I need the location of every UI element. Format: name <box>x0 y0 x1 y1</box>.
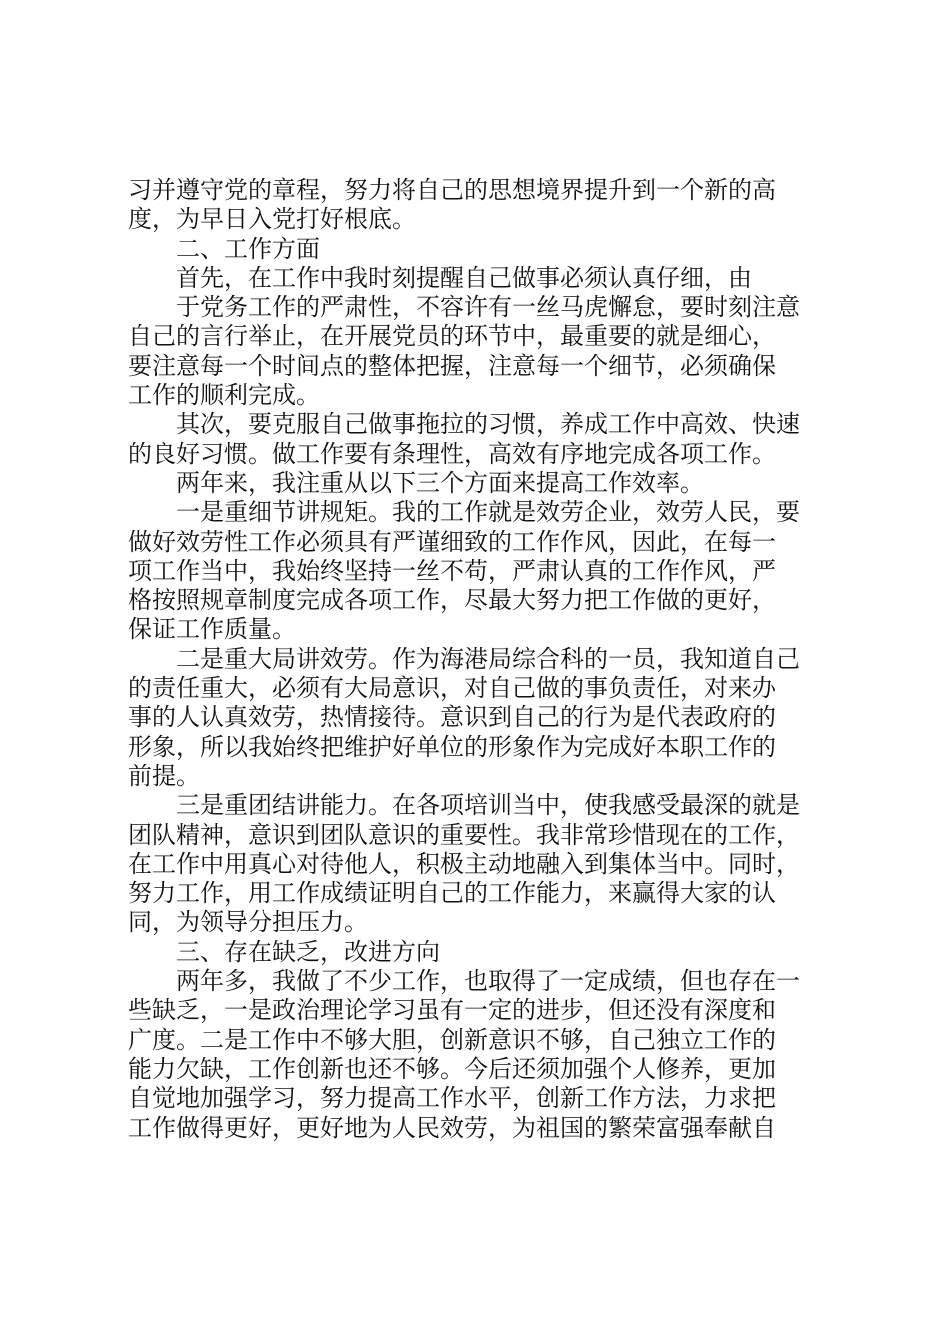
text-line: 保证工作质量。 <box>128 615 296 644</box>
text-line: 项工作当中，我始终坚持一丝不苟，严肃认真的工作作风，严 <box>128 556 776 585</box>
text-line: 团队精神，意识到团队意识的重要性。我非常珍惜现在的工作， <box>128 820 800 849</box>
text-line: 形象，所以我始终把维护好单位的形象作为完成好本职工作的 <box>128 732 776 761</box>
text-line: 要注意每一个时间点的整体把握，注意每一个细节，必须确保 <box>128 351 776 380</box>
text-line: 些缺乏，一是政治理论学习虽有一定的进步，但还没有深度和 <box>128 996 776 1025</box>
text-line: 广度。二是工作中不够大胆，创新意识不够，自己独立工作的 <box>128 1025 776 1054</box>
text-line: 习并遵守党的章程，努力将自己的思想境界提升到一个新的高 <box>128 176 776 204</box>
document-body <box>128 176 840 1143</box>
text-line: 工作做得更好，更好地为人民效劳，为祖国的繁荣富强奉献自 <box>128 1113 776 1142</box>
text-line: 于党务工作的严肃性，不容许有一丝马虎懈怠，要时刻注意 <box>176 293 800 322</box>
text-line: 的良好习惯。做工作要有条理性，高效有序地完成各项工作。 <box>128 439 776 468</box>
text-line: 做好效劳性工作必须具有严谨细致的工作作风，因此，在每一 <box>128 527 776 556</box>
text-line: 二是重大局讲效劳。作为海港局综合科的一员，我知道自己 <box>176 644 800 673</box>
text-line: 在工作中用真心对待他人，积极主动地融入到集体当中。同时， <box>128 849 800 878</box>
text-line: 度，为早日入党打好根底。 <box>128 205 416 234</box>
text-line: 一是重细节讲规矩。我的工作就是效劳企业，效劳人民，要 <box>176 498 800 527</box>
text-line: 能力欠缺，工作创新也还不够。今后还须加强个人修养，更加 <box>128 1054 776 1083</box>
text-line: 前提。 <box>128 761 200 790</box>
text-line: 努力工作，用工作成绩证明自己的工作能力，来赢得大家的认 <box>128 879 776 908</box>
text-line: 二、工作方面 <box>176 234 320 263</box>
text-line: 工作的顺利完成。 <box>128 381 320 410</box>
text-line: 格按照规章制度完成各项工作，尽最大努力把工作做的更好， <box>128 586 776 615</box>
text-line: 自己的言行举止，在开展党员的环节中，最重要的就是细心， <box>128 322 776 351</box>
text-line: 自觉地加强学习，努力提高工作水平，创新工作方法，力求把 <box>128 1084 776 1113</box>
text-line: 首先，在工作中我时刻提醒自己做事必须认真仔细，由 <box>176 263 752 292</box>
text-line: 同，为领导分担压力。 <box>128 908 368 937</box>
text-line: 两年多，我做了不少工作，也取得了一定成绩，但也存在一 <box>176 967 800 996</box>
text-line: 三、存在缺乏，改进方向 <box>176 937 440 966</box>
text-line: 其次，要克服自己做事拖拉的习惯，养成工作中高效、快速 <box>176 410 800 439</box>
text-line: 三是重团结讲能力。在各项培训当中，使我感受最深的就是 <box>176 791 800 820</box>
text-line: 的责任重大，必须有大局意识，对自己做的事负责任，对来办 <box>128 674 776 703</box>
text-line: 事的人认真效劳，热情接待。意识到自己的行为是代表政府的 <box>128 703 776 732</box>
text-line: 两年来，我注重从以下三个方面来提高工作效率。 <box>176 468 704 497</box>
